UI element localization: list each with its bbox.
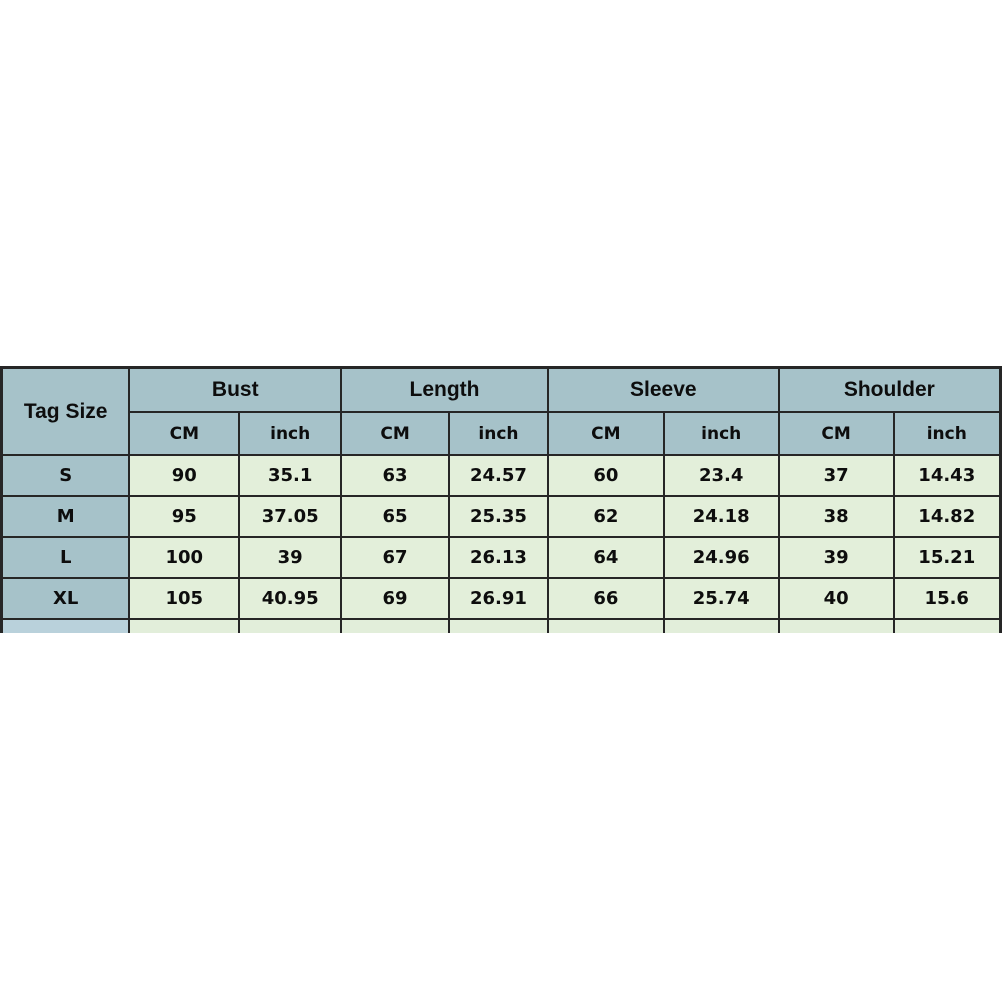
size-chart-table [0,366,1002,633]
cell-xl-shoulder-cm: 40 [779,578,894,619]
cell-xl-length-cm: 69 [341,578,449,619]
table-row-m [2,496,1001,537]
cell-xl-sleeve-inch: 25.74 [664,578,779,619]
cell-xl-sleeve-cm: 66 [548,578,664,619]
unit-header-length-cm: CM [341,412,449,455]
cell-xl-bust-inch: 40.95 [239,578,341,619]
cell-s-bust-inch: 35.1 [239,455,341,496]
size-chart-container [0,366,1002,633]
unit-header-bust-inch: inch [239,412,341,455]
size-label-m: M [2,496,130,537]
group-header-row [2,368,1001,413]
cell-l-sleeve-inch: 24.96 [664,537,779,578]
cropped-bottom-row [2,619,1001,633]
cell-xl-shoulder-inch: 15.6 [894,578,1001,619]
cell-s-length-inch: 24.57 [449,455,548,496]
cell-s-shoulder-inch: 14.43 [894,455,1001,496]
size-label-s: S [2,455,130,496]
cell-m-sleeve-inch: 24.18 [664,496,779,537]
group-header-sleeve: Sleeve [548,368,779,413]
cell-l-shoulder-inch: 15.21 [894,537,1001,578]
unit-header-shoulder-inch: inch [894,412,1001,455]
cell-xl-bust-cm: 105 [129,578,239,619]
size-label-xl: XL [2,578,130,619]
cell-m-bust-cm: 95 [129,496,239,537]
cell-l-length-inch: 26.13 [449,537,548,578]
cell-s-bust-cm: 90 [129,455,239,496]
cell-l-length-cm: 67 [341,537,449,578]
unit-header-bust-cm: CM [129,412,239,455]
cell-m-length-inch: 25.35 [449,496,548,537]
cell-s-length-cm: 63 [341,455,449,496]
table-row-s [2,455,1001,496]
cell-m-shoulder-cm: 38 [779,496,894,537]
cell-m-sleeve-cm: 62 [548,496,664,537]
cell-s-sleeve-cm: 60 [548,455,664,496]
cell-s-sleeve-inch: 23.4 [664,455,779,496]
cell-l-sleeve-cm: 64 [548,537,664,578]
unit-header-shoulder-cm: CM [779,412,894,455]
cell-m-length-cm: 65 [341,496,449,537]
table-row-xl [2,578,1001,619]
unit-header-sleeve-inch: inch [664,412,779,455]
unit-header-row [2,412,1001,455]
unit-header-sleeve-cm: CM [548,412,664,455]
cell-m-shoulder-inch: 14.82 [894,496,1001,537]
cell-xl-length-inch: 26.91 [449,578,548,619]
cropped-row-label-cell [2,619,130,633]
unit-header-length-inch: inch [449,412,548,455]
cell-s-shoulder-cm: 37 [779,455,894,496]
cell-m-bust-inch: 37.05 [239,496,341,537]
cell-l-shoulder-cm: 39 [779,537,894,578]
size-label-l: L [2,537,130,578]
group-header-bust: Bust [129,368,341,413]
table-row-l [2,537,1001,578]
corner-header-tag-size: Tag Size [2,368,130,456]
group-header-shoulder: Shoulder [779,368,1001,413]
cell-l-bust-inch: 39 [239,537,341,578]
group-header-length: Length [341,368,548,413]
cell-l-bust-cm: 100 [129,537,239,578]
